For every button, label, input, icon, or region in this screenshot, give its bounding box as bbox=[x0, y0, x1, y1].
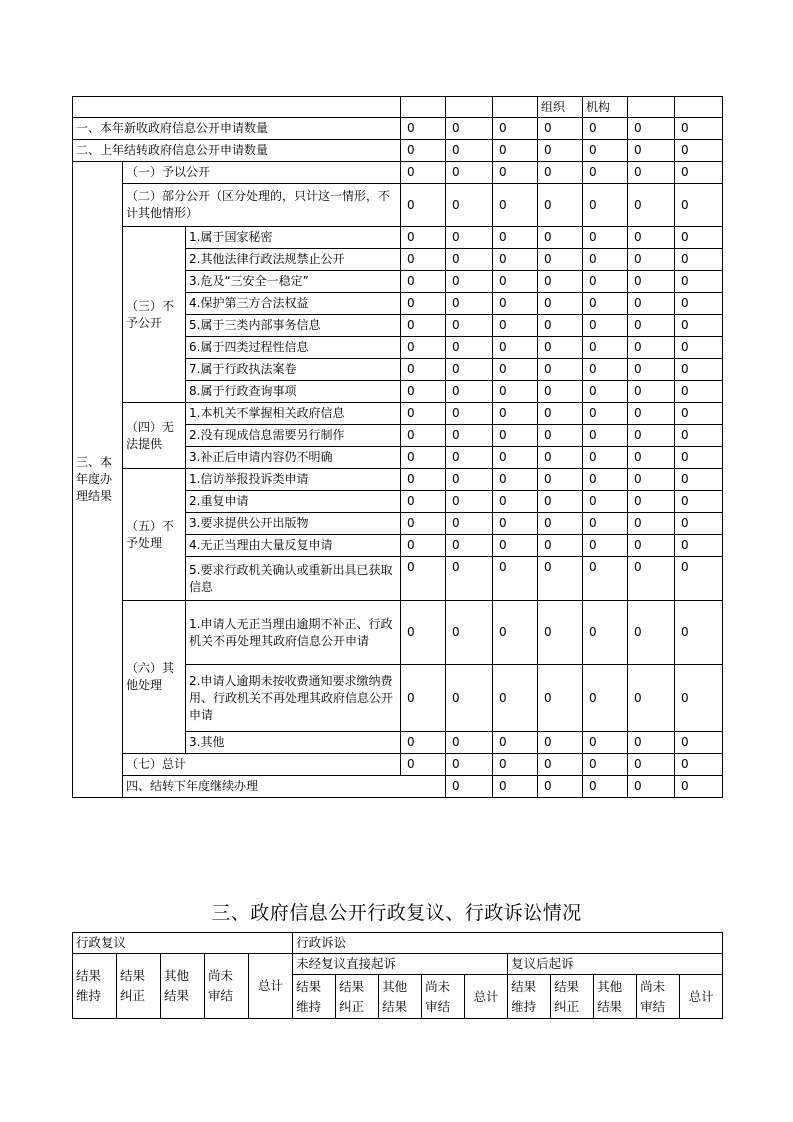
value-cell: 0 bbox=[401, 162, 446, 184]
value-cell: 0 bbox=[675, 447, 723, 469]
row-label: 四、结转下年度继续办理 bbox=[123, 776, 446, 798]
value-cell: 0 bbox=[401, 601, 446, 665]
value-cell: 0 bbox=[446, 227, 493, 249]
row-label: 1.申请人无正当理由逾期不补正、行政机关不再处理其政府信息公开申请 bbox=[186, 601, 401, 665]
value-cell: 0 bbox=[675, 315, 723, 337]
value-cell: 0 bbox=[628, 162, 675, 184]
value-cell: 0 bbox=[493, 140, 538, 162]
value-cell: 0 bbox=[401, 118, 446, 140]
value-cell: 0 bbox=[401, 359, 446, 381]
value-cell: 0 bbox=[493, 513, 538, 535]
value-cell: 0 bbox=[675, 118, 723, 140]
value-cell: 0 bbox=[583, 557, 628, 601]
value-cell: 0 bbox=[446, 315, 493, 337]
value-cell: 0 bbox=[446, 403, 493, 425]
value-cell: 0 bbox=[675, 601, 723, 665]
section3-label: 三、本年度办理结果 bbox=[73, 162, 123, 798]
value-cell: 0 bbox=[493, 403, 538, 425]
direct-col: 结果纠正 bbox=[336, 975, 379, 1019]
value-cell: 0 bbox=[401, 403, 446, 425]
value-cell: 0 bbox=[675, 381, 723, 403]
row-label: 一、本年新收政府信息公开申请数量 bbox=[73, 118, 401, 140]
value-cell: 0 bbox=[493, 118, 538, 140]
value-cell: 0 bbox=[493, 293, 538, 315]
value-cell: 0 bbox=[493, 271, 538, 293]
value-cell: 0 bbox=[583, 184, 628, 227]
value-cell: 0 bbox=[401, 425, 446, 447]
value-cell: 0 bbox=[628, 381, 675, 403]
value-cell: 0 bbox=[628, 447, 675, 469]
value-cell: 0 bbox=[628, 315, 675, 337]
value-cell: 0 bbox=[538, 665, 583, 732]
value-cell: 0 bbox=[675, 535, 723, 557]
value-cell: 0 bbox=[401, 513, 446, 535]
value-cell: 0 bbox=[538, 403, 583, 425]
value-cell: 0 bbox=[675, 732, 723, 754]
value-cell: 0 bbox=[401, 337, 446, 359]
value-cell: 0 bbox=[583, 513, 628, 535]
value-cell: 0 bbox=[628, 776, 675, 798]
value-cell: 0 bbox=[538, 557, 583, 601]
value-cell: 0 bbox=[675, 337, 723, 359]
value-cell: 0 bbox=[538, 337, 583, 359]
value-cell: 0 bbox=[446, 337, 493, 359]
value-cell: 0 bbox=[628, 227, 675, 249]
review-header: 行政复议 bbox=[73, 933, 293, 954]
value-cell: 0 bbox=[446, 535, 493, 557]
value-cell: 0 bbox=[583, 776, 628, 798]
value-cell: 0 bbox=[538, 359, 583, 381]
value-cell: 0 bbox=[583, 118, 628, 140]
group-label: （四）无法提供 bbox=[123, 403, 186, 469]
value-cell: 0 bbox=[583, 227, 628, 249]
value-cell: 0 bbox=[493, 469, 538, 491]
value-cell: 0 bbox=[538, 293, 583, 315]
value-cell: 0 bbox=[628, 184, 675, 227]
value-cell: 0 bbox=[628, 491, 675, 513]
value-cell: 0 bbox=[538, 535, 583, 557]
row-label: 3.补正后申请内容仍不明确 bbox=[186, 447, 401, 469]
value-cell: 0 bbox=[675, 227, 723, 249]
value-cell: 0 bbox=[583, 315, 628, 337]
value-cell: 0 bbox=[493, 425, 538, 447]
value-cell: 0 bbox=[538, 491, 583, 513]
value-cell: 0 bbox=[583, 271, 628, 293]
value-cell: 0 bbox=[583, 447, 628, 469]
header-cell bbox=[446, 97, 493, 118]
review-litigation-table bbox=[72, 932, 723, 1019]
row-label: 2.其他法律行政法规禁止公开 bbox=[186, 249, 401, 271]
review-col: 其他结果 bbox=[161, 954, 205, 1019]
value-cell: 0 bbox=[628, 557, 675, 601]
header-cell bbox=[675, 97, 723, 118]
value-cell: 0 bbox=[401, 535, 446, 557]
value-cell: 0 bbox=[675, 425, 723, 447]
header-cell bbox=[493, 97, 538, 118]
value-cell: 0 bbox=[583, 469, 628, 491]
value-cell: 0 bbox=[493, 184, 538, 227]
value-cell: 0 bbox=[583, 732, 628, 754]
value-cell: 0 bbox=[401, 315, 446, 337]
value-cell: 0 bbox=[538, 249, 583, 271]
header-cell bbox=[401, 97, 446, 118]
value-cell: 0 bbox=[446, 140, 493, 162]
application-stats-table bbox=[72, 96, 723, 798]
group-label: （五）不予处理 bbox=[123, 469, 186, 601]
after-col: 结果纠正 bbox=[551, 975, 594, 1019]
row-label: 1.属于国家秘密 bbox=[186, 227, 401, 249]
value-cell: 0 bbox=[628, 118, 675, 140]
value-cell: 0 bbox=[583, 491, 628, 513]
value-cell: 0 bbox=[675, 665, 723, 732]
value-cell: 0 bbox=[446, 513, 493, 535]
value-cell: 0 bbox=[628, 665, 675, 732]
row-label: 3.其他 bbox=[186, 732, 401, 754]
value-cell: 0 bbox=[446, 359, 493, 381]
value-cell: 0 bbox=[675, 469, 723, 491]
value-cell: 0 bbox=[628, 513, 675, 535]
value-cell: 0 bbox=[446, 184, 493, 227]
value-cell: 0 bbox=[446, 491, 493, 513]
value-cell: 0 bbox=[628, 469, 675, 491]
value-cell: 0 bbox=[538, 513, 583, 535]
value-cell: 0 bbox=[538, 601, 583, 665]
row-label: 5.要求行政机关确认或重新出具已获取信息 bbox=[186, 557, 401, 601]
value-cell: 0 bbox=[583, 601, 628, 665]
header-cell: 组织 bbox=[538, 97, 583, 118]
value-cell: 0 bbox=[538, 754, 583, 776]
value-cell: 0 bbox=[675, 403, 723, 425]
row-label: 7.属于行政执法案卷 bbox=[186, 359, 401, 381]
value-cell: 0 bbox=[446, 469, 493, 491]
value-cell: 0 bbox=[538, 162, 583, 184]
value-cell: 0 bbox=[675, 162, 723, 184]
row-label: （一）予以公开 bbox=[123, 162, 401, 184]
value-cell: 0 bbox=[446, 381, 493, 403]
direct-col: 其他结果 bbox=[379, 975, 422, 1019]
value-cell: 0 bbox=[583, 665, 628, 732]
value-cell: 0 bbox=[628, 754, 675, 776]
value-cell: 0 bbox=[675, 359, 723, 381]
row-label: （二）部分公开（区分处理的，只计这一情形，不计其他情形） bbox=[123, 184, 401, 227]
value-cell: 0 bbox=[675, 776, 723, 798]
group-label: （六）其他处理 bbox=[123, 601, 186, 754]
value-cell: 0 bbox=[628, 249, 675, 271]
value-cell: 0 bbox=[493, 601, 538, 665]
row-label: 3.要求提供公开出版物 bbox=[186, 513, 401, 535]
litigation-header: 行政诉讼 bbox=[293, 933, 723, 954]
value-cell: 0 bbox=[538, 140, 583, 162]
value-cell: 0 bbox=[401, 665, 446, 732]
value-cell: 0 bbox=[401, 491, 446, 513]
value-cell: 0 bbox=[401, 184, 446, 227]
row-label: 4.无正当理由大量反复申请 bbox=[186, 535, 401, 557]
value-cell: 0 bbox=[401, 732, 446, 754]
value-cell: 0 bbox=[675, 491, 723, 513]
value-cell: 0 bbox=[446, 271, 493, 293]
direct-col: 总计 bbox=[465, 975, 508, 1019]
value-cell: 0 bbox=[583, 381, 628, 403]
review-col: 总计 bbox=[249, 954, 293, 1019]
value-cell: 0 bbox=[446, 249, 493, 271]
value-cell: 0 bbox=[675, 557, 723, 601]
row-label: 二、上年结转政府信息公开申请数量 bbox=[73, 140, 401, 162]
value-cell: 0 bbox=[493, 557, 538, 601]
row-label: 3.危及“三安全一稳定” bbox=[186, 271, 401, 293]
value-cell: 0 bbox=[493, 227, 538, 249]
value-cell: 0 bbox=[493, 315, 538, 337]
value-cell: 0 bbox=[538, 184, 583, 227]
value-cell: 0 bbox=[675, 271, 723, 293]
row-label: 2.申请人逾期未按收费通知要求缴纳费用、行政机关不再处理其政府信息公开申请 bbox=[186, 665, 401, 732]
value-cell: 0 bbox=[401, 227, 446, 249]
value-cell: 0 bbox=[628, 337, 675, 359]
value-cell: 0 bbox=[538, 271, 583, 293]
value-cell: 0 bbox=[493, 776, 538, 798]
row-label: 1.本机关不掌握相关政府信息 bbox=[186, 403, 401, 425]
value-cell: 0 bbox=[401, 140, 446, 162]
value-cell: 0 bbox=[628, 293, 675, 315]
header-cell bbox=[628, 97, 675, 118]
value-cell: 0 bbox=[675, 249, 723, 271]
value-cell: 0 bbox=[583, 403, 628, 425]
value-cell: 0 bbox=[675, 513, 723, 535]
after-review-header: 复议后起诉 bbox=[508, 954, 723, 975]
header-blank bbox=[73, 97, 401, 118]
direct-col: 结果维持 bbox=[293, 975, 336, 1019]
value-cell: 0 bbox=[446, 665, 493, 732]
value-cell: 0 bbox=[493, 665, 538, 732]
value-cell: 0 bbox=[538, 315, 583, 337]
value-cell: 0 bbox=[628, 403, 675, 425]
value-cell: 0 bbox=[628, 732, 675, 754]
value-cell: 0 bbox=[628, 425, 675, 447]
value-cell: 0 bbox=[401, 381, 446, 403]
review-col: 结果维持 bbox=[73, 954, 117, 1019]
value-cell: 0 bbox=[446, 425, 493, 447]
value-cell: 0 bbox=[493, 447, 538, 469]
value-cell: 0 bbox=[675, 184, 723, 227]
after-col: 结果维持 bbox=[508, 975, 551, 1019]
value-cell: 0 bbox=[493, 249, 538, 271]
row-label: （七）总计 bbox=[123, 754, 401, 776]
direct-col: 尚未审结 bbox=[422, 975, 465, 1019]
row-label: 2.重复申请 bbox=[186, 491, 401, 513]
row-label: 8.属于行政查询事项 bbox=[186, 381, 401, 403]
value-cell: 0 bbox=[583, 162, 628, 184]
value-cell: 0 bbox=[493, 535, 538, 557]
section-title: 三、政府信息公开行政复议、行政诉讼情况 bbox=[211, 902, 582, 924]
value-cell: 0 bbox=[446, 447, 493, 469]
value-cell: 0 bbox=[675, 754, 723, 776]
after-col: 总计 bbox=[680, 975, 723, 1019]
after-col: 尚未审结 bbox=[637, 975, 680, 1019]
value-cell: 0 bbox=[675, 293, 723, 315]
value-cell: 0 bbox=[401, 754, 446, 776]
value-cell: 0 bbox=[493, 359, 538, 381]
value-cell: 0 bbox=[628, 271, 675, 293]
value-cell: 0 bbox=[538, 425, 583, 447]
value-cell: 0 bbox=[401, 447, 446, 469]
value-cell: 0 bbox=[583, 337, 628, 359]
value-cell: 0 bbox=[583, 140, 628, 162]
row-label: 2.没有现成信息需要另行制作 bbox=[186, 425, 401, 447]
row-label: 6.属于四类过程性信息 bbox=[186, 337, 401, 359]
row-label: 4.保护第三方合法权益 bbox=[186, 293, 401, 315]
value-cell: 0 bbox=[583, 535, 628, 557]
value-cell: 0 bbox=[538, 776, 583, 798]
value-cell: 0 bbox=[628, 601, 675, 665]
value-cell: 0 bbox=[493, 754, 538, 776]
value-cell: 0 bbox=[493, 381, 538, 403]
value-cell: 0 bbox=[628, 140, 675, 162]
value-cell: 0 bbox=[446, 557, 493, 601]
value-cell: 0 bbox=[401, 557, 446, 601]
value-cell: 0 bbox=[675, 140, 723, 162]
value-cell: 0 bbox=[446, 162, 493, 184]
value-cell: 0 bbox=[628, 535, 675, 557]
value-cell: 0 bbox=[446, 601, 493, 665]
value-cell: 0 bbox=[446, 118, 493, 140]
value-cell: 0 bbox=[401, 271, 446, 293]
value-cell: 0 bbox=[401, 249, 446, 271]
group-label: （三）不予公开 bbox=[123, 227, 186, 403]
value-cell: 0 bbox=[583, 293, 628, 315]
header-cell: 机构 bbox=[583, 97, 628, 118]
value-cell: 0 bbox=[583, 754, 628, 776]
value-cell: 0 bbox=[446, 776, 493, 798]
value-cell: 0 bbox=[538, 732, 583, 754]
value-cell: 0 bbox=[401, 293, 446, 315]
value-cell: 0 bbox=[401, 469, 446, 491]
value-cell: 0 bbox=[446, 293, 493, 315]
value-cell: 0 bbox=[538, 447, 583, 469]
value-cell: 0 bbox=[538, 118, 583, 140]
after-col: 其他结果 bbox=[594, 975, 637, 1019]
value-cell: 0 bbox=[446, 732, 493, 754]
direct-suit-header: 未经复议直接起诉 bbox=[293, 954, 508, 975]
value-cell: 0 bbox=[583, 425, 628, 447]
value-cell: 0 bbox=[538, 227, 583, 249]
value-cell: 0 bbox=[583, 359, 628, 381]
row-label: 5.属于三类内部事务信息 bbox=[186, 315, 401, 337]
review-col: 尚未审结 bbox=[205, 954, 249, 1019]
value-cell: 0 bbox=[583, 249, 628, 271]
value-cell: 0 bbox=[493, 162, 538, 184]
review-col: 结果纠正 bbox=[117, 954, 161, 1019]
value-cell: 0 bbox=[538, 469, 583, 491]
value-cell: 0 bbox=[538, 381, 583, 403]
value-cell: 0 bbox=[628, 359, 675, 381]
value-cell: 0 bbox=[493, 337, 538, 359]
value-cell: 0 bbox=[493, 491, 538, 513]
row-label: 1.信访举报投诉类申请 bbox=[186, 469, 401, 491]
value-cell: 0 bbox=[446, 754, 493, 776]
value-cell: 0 bbox=[493, 732, 538, 754]
